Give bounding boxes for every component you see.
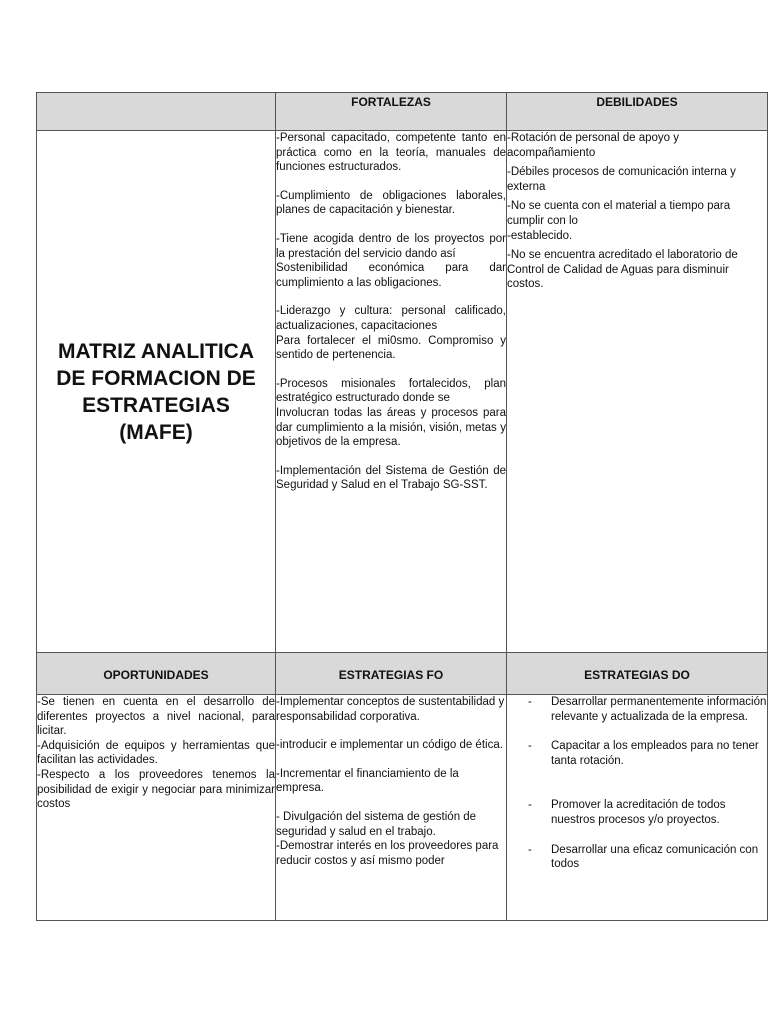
- content-row-1: [37, 131, 768, 653]
- debilidad-item: -Débiles procesos de comunicación interna y externa: [507, 166, 736, 193]
- oportunidad-item: -Se tienen en cuenta en el desarrollo de diferentes proyectos a nivel nacional, para licitar.: [37, 696, 275, 738]
- corner-cell: [37, 93, 276, 131]
- fortaleza-item: [276, 232, 506, 290]
- fortaleza-item: -Cumplimiento de obligaciones laborales, planes de capacitación y bienestar.: [276, 189, 506, 217]
- debilidad-item: -Rotación de personal de apoyo y acompañamiento: [507, 132, 679, 159]
- estrategias-fo-header: ESTRATEGIAS FO: [338, 668, 444, 682]
- fortalezas-header-cell: [276, 93, 507, 131]
- header-row-2: [37, 653, 768, 695]
- estrategia-do-text: Promover la acreditación de todos nuestros procesos y/o proyectos.: [551, 799, 726, 826]
- bullet-dash: -: [528, 696, 532, 708]
- fortaleza-item: [276, 304, 506, 362]
- oportunidades-header-cell: [37, 653, 276, 695]
- estrategia-fo-item: -Implementar conceptos de sustentabilidad y responsabilidad corporativa.: [276, 696, 505, 723]
- estrategias-fo-header-cell: [276, 653, 507, 695]
- estrategias-do-cell: [507, 695, 768, 921]
- bullet-dash: -: [528, 843, 532, 856]
- matrix-title: [37, 338, 275, 446]
- fortaleza-line: -Liderazgo y cultura: personal calificado, actualizaciones, capacitaciones: [276, 305, 506, 332]
- estrategia-fo-line: -Demostrar interés en los proveedores para reducir costos y así mismo poder: [276, 840, 499, 867]
- debilidad-item: [507, 199, 767, 243]
- fortaleza-line: -Tiene acogida dentro de los proyectos por la prestación del servicio dando así: [276, 232, 506, 260]
- fortaleza-item: -Personal capacitado, competente tanto en práctica como en la teoría, manuales de funciones estructurados.: [276, 132, 506, 174]
- oportunidad-item: -Adquisición de equipos y herramientas que facilitan las actividades.: [37, 739, 275, 767]
- title-line: ESTRATEGIAS: [82, 393, 230, 417]
- fortaleza-item: -Implementación del Sistema de Gestión de Seguridad y Salud en el Trabajo SG-SST.: [276, 464, 506, 492]
- estrategia-do-text: Desarrollar permanentemente información relevante y actualizada de la empresa.: [551, 696, 767, 723]
- estrategias-fo-cell: [276, 695, 507, 921]
- bullet-dash: -: [528, 740, 532, 753]
- fortaleza-line: Para fortalecer el mi0smo. Compromiso y sentido de pertenencia.: [276, 334, 506, 362]
- debilidades-header: DEBILIDADES: [596, 95, 678, 109]
- header-row-1: [37, 93, 768, 131]
- debilidades-cell: [507, 131, 768, 653]
- fortaleza-line: -Procesos misionales fortalecidos, plan estratégico estructurado donde se: [276, 377, 506, 405]
- mafe-matrix-table: [36, 92, 768, 921]
- oportunidad-item: -Respecto a los proveedores tenemos la posibilidad de exigir y negociar para minimizar costos: [37, 768, 275, 811]
- estrategia-do-item: [507, 798, 767, 827]
- title-cell: [37, 131, 276, 653]
- debilidades-header-cell: [507, 93, 768, 131]
- estrategia-do-item: [507, 695, 767, 724]
- estrategia-fo-item: -Incrementar el financiamiento de la empresa.: [276, 767, 459, 795]
- estrategias-do-header: ESTRATEGIAS DO: [584, 668, 690, 682]
- oportunidades-header: OPORTUNIDADES: [103, 668, 209, 682]
- estrategia-do-item: [507, 843, 767, 872]
- oportunidades-cell: [37, 695, 276, 921]
- content-row-2: [37, 695, 768, 921]
- estrategias-do-header-cell: [507, 653, 768, 695]
- fortaleza-line: Involucran todas las áreas y procesos para dar cumplimiento a la misión, visión, metas y objetivos de la empresa.: [276, 406, 506, 449]
- title-line: (MAFE): [119, 420, 193, 444]
- fortalezas-cell: [276, 131, 507, 653]
- debilidad-line: -No se cuenta con el material a tiempo para cumplir con lo: [507, 200, 731, 227]
- title-line: MATRIZ ANALITICA: [58, 339, 254, 363]
- estrategia-do-item: [507, 739, 767, 768]
- estrategia-fo-line: - Divulgación del sistema de gestión de seguridad y salud en el trabajo.: [276, 810, 477, 838]
- bullet-dash: -: [528, 799, 532, 812]
- debilidad-item: -No se encuentra acreditado el laboratorio de Control de Calidad de Aguas para disminuir costos.: [507, 249, 738, 291]
- estrategia-fo-item: -introducir e implementar un código de ética.: [276, 739, 503, 752]
- fortaleza-line: Sostenibilidad económica para dar cumplimiento a las obligaciones.: [276, 262, 506, 289]
- estrategia-do-text: Desarrollar una eficaz comunicación con todos: [551, 843, 759, 871]
- debilidad-line: -establecido.: [507, 229, 573, 242]
- estrategia-do-text: Capacitar a los empleados para no tener tanta rotación.: [551, 740, 759, 767]
- fortalezas-header: FORTALEZAS: [351, 95, 431, 109]
- title-line: DE FORMACION DE: [56, 366, 256, 390]
- fortaleza-item: [276, 377, 506, 450]
- estrategia-fo-item: [276, 810, 506, 868]
